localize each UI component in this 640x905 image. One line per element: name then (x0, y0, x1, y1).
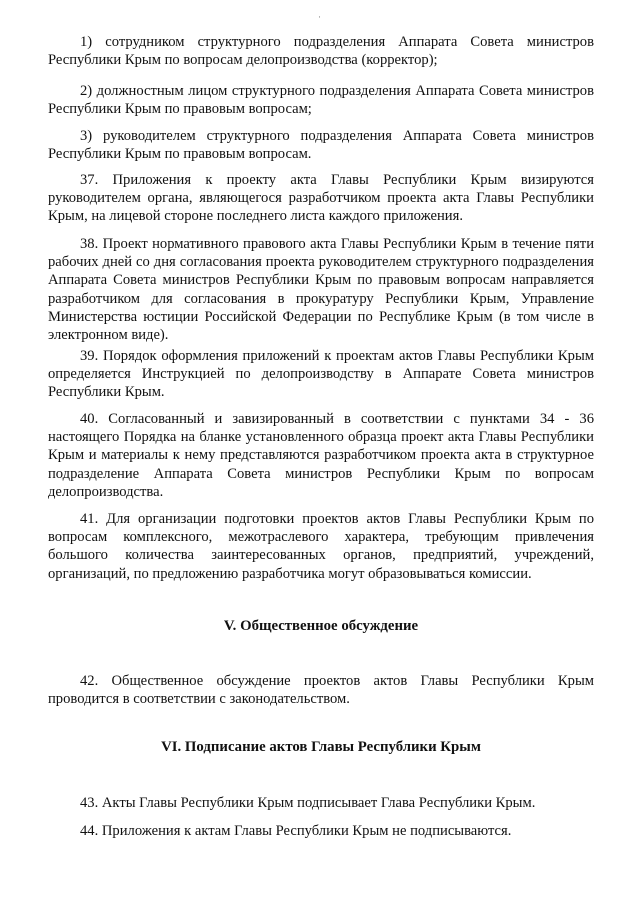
paragraph-item-3: 3) руководителем структурного подразделения Аппарата Совета министров Республики Крым по правовым вопросам. (48, 128, 594, 163)
paragraph-41: 41. Для организации подготовки проектов актов Главы Республики Крым по вопросам комплексного, межотраслевого характера, требующим привлечения большого количества заинтересованных органов, предприятий, учреждений, организаций, по предложению разработчика могут образовываться комиссии. (48, 511, 594, 582)
paragraph-39: 39. Порядок оформления приложений к проектам актов Главы Республики Крым определяется Инструкцией по делопроизводству в Аппарате Совета министров Республики Крым. (48, 348, 594, 401)
paragraph-44: 44. Приложения к актам Главы Республики Крым не подписываются. (80, 823, 512, 839)
paragraph-37: 37. Приложения к проекту акта Главы Республики Крым визируются руководителем органа, являющегося разработчиком проекта акта Главы Республики Крым, на лицевой стороне последнего листа каждого приложения. (48, 172, 594, 225)
paragraph-40: 40. Согласованный и завизированный в соответствии с пунктами 34 - 36 настоящего Порядка на бланке установленного образца проект акта Главы Республики Крым и материалы к нему представляются разработчиком проекта акта в структурное подразделение Аппарата Совета министров Республики Крым по вопросам делопроизводства. (48, 411, 594, 500)
paragraph-42: 42. Общественное обсуждение проектов актов Главы Республики Крым проводится в соответствии с законодательством. (48, 673, 594, 708)
paragraph-38: 38. Проект нормативного правового акта Главы Республики Крым в течение пяти рабочих дней со дня согласования проекта руководителем структурного подразделения Аппарата Совета министров Республики Крым по правовым вопросам направляется разработчиком для согласования в прокуратуру Республики Крым, Управление Министерства юстиции Российской Федерации по Республике Крым (в том числе в электронном виде). (48, 236, 594, 344)
page-mark: · (318, 12, 321, 22)
section-heading-vi: VI. Подписание актов Главы Республики Крым (161, 739, 481, 755)
section-heading-v: V. Общественное обсуждение (223, 618, 419, 634)
paragraph-item-1: 1) сотрудником структурного подразделения Аппарата Совета министров Республики Крым по вопросам делопроизводства (корректор); (48, 34, 594, 69)
paragraph-43: 43. Акты Главы Республики Крым подписывает Глава Республики Крым. (80, 795, 536, 811)
paragraph-item-2: 2) должностным лицом структурного подразделения Аппарата Совета министров Республики Крым по правовым вопросам; (48, 83, 594, 118)
